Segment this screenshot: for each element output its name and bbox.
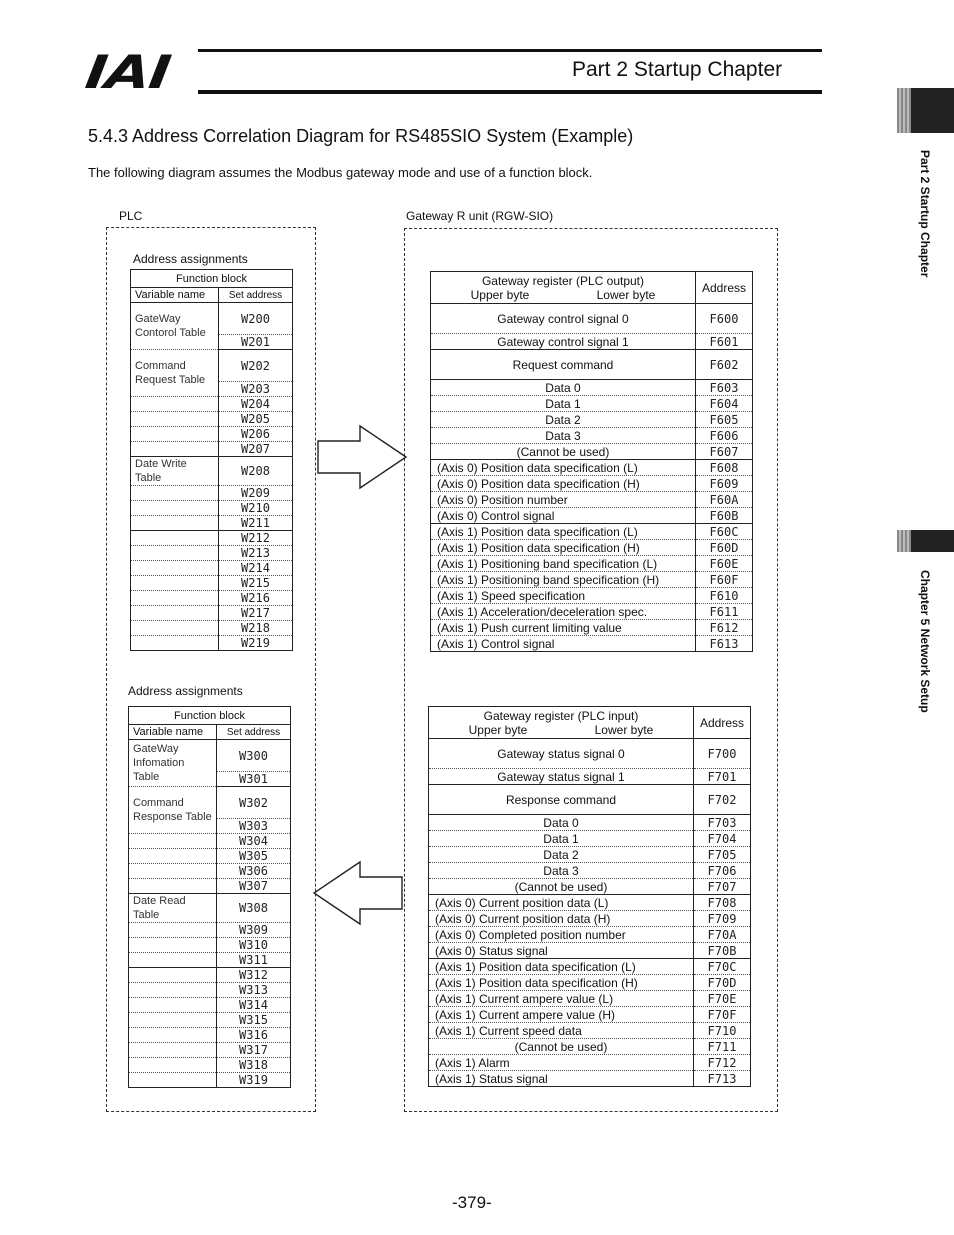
function-block-header: Function block <box>129 707 291 725</box>
register-address-cell: F703 <box>693 815 750 831</box>
register-name-cell: Data 1 <box>431 396 696 412</box>
function-block-header: Function block <box>131 270 293 288</box>
register-address-cell: F601 <box>695 334 752 350</box>
variable-name-cell: GateWay Infomation Table <box>129 740 217 787</box>
plc-input-table <box>128 706 291 1088</box>
register-name-cell: Request command <box>431 350 696 380</box>
set-address-cell: W318 <box>217 1058 291 1073</box>
set-address-cell: W312 <box>217 968 291 983</box>
variable-name-cell: Date Read Table <box>129 894 217 923</box>
register-name-cell: (Cannot be used) <box>429 879 694 895</box>
set-address-header: Set address <box>219 288 293 303</box>
set-address-cell: W302 <box>217 787 291 819</box>
header-rule-top <box>198 49 822 52</box>
address-assignments-label-2: Address assignments <box>128 684 243 698</box>
register-name-cell: (Cannot be used) <box>429 1039 694 1055</box>
register-name-cell: Data 2 <box>429 847 694 863</box>
register-name-cell: (Axis 1) Current ampere value (L) <box>429 991 694 1007</box>
set-address-cell: W211 <box>219 516 293 531</box>
register-name-cell: (Axis 1) Position data specification (H) <box>431 540 696 556</box>
register-address-cell: F713 <box>693 1071 750 1087</box>
register-name-cell: (Cannot be used) <box>431 444 696 460</box>
register-name-cell: Data 3 <box>431 428 696 444</box>
register-name-cell: Gateway control signal 0 <box>431 304 696 334</box>
variable-name-cell: GateWay Contorol Table <box>131 303 219 350</box>
register-address-cell: F706 <box>693 863 750 879</box>
set-address-cell: W305 <box>217 849 291 864</box>
arrow-left-icon <box>310 860 404 926</box>
plc-label: PLC <box>119 209 143 223</box>
register-address-cell: F707 <box>693 879 750 895</box>
register-address-cell: F702 <box>693 785 750 815</box>
register-address-cell: F70D <box>693 975 750 991</box>
address-header: Address <box>695 272 752 304</box>
register-address-cell: F60F <box>695 572 752 588</box>
register-address-cell: F609 <box>695 476 752 492</box>
set-address-cell: W214 <box>219 561 293 576</box>
register-name-cell: (Axis 0) Completed position number <box>429 927 694 943</box>
set-address-cell: W219 <box>219 636 293 651</box>
register-name-cell: (Axis 0) Current position data (L) <box>429 895 694 911</box>
arrow-right-icon <box>316 424 410 490</box>
register-name-cell: (Axis 1) Position data specification (L) <box>431 524 696 540</box>
header-rule-bottom <box>198 90 822 94</box>
set-address-cell: W217 <box>219 606 293 621</box>
set-address-cell: W201 <box>219 335 293 350</box>
register-address-cell: F608 <box>695 460 752 476</box>
register-address-cell: F70F <box>693 1007 750 1023</box>
register-address-cell: F705 <box>693 847 750 863</box>
set-address-cell: W210 <box>219 501 293 516</box>
register-address-cell: F611 <box>695 604 752 620</box>
set-address-cell: W202 <box>219 350 293 382</box>
register-name-cell: Gateway status signal 1 <box>429 769 694 785</box>
register-address-cell: F612 <box>695 620 752 636</box>
register-name-cell: Gateway control signal 1 <box>431 334 696 350</box>
set-address-cell: W213 <box>219 546 293 561</box>
variable-name-header: Variable name <box>131 288 219 303</box>
gateway-register-output-header: Gateway register (PLC output) <box>481 273 645 288</box>
register-name-cell: (Axis 1) Position data specification (H) <box>429 975 694 991</box>
register-address-cell: F700 <box>693 739 750 769</box>
register-name-cell: (Axis 1) Positioning band specification (H) <box>431 572 696 588</box>
side-tab-label-2: Chapter 5 Network Setup <box>918 570 932 713</box>
set-address-cell: W319 <box>217 1073 291 1088</box>
gateway-unit-label: Gateway R unit (RGW-SIO) <box>406 209 554 223</box>
register-name-cell: (Axis 0) Position number <box>431 492 696 508</box>
register-address-cell: F711 <box>693 1039 750 1055</box>
register-address-cell: F60B <box>695 508 752 524</box>
variable-name-cell: Command Request Table <box>131 350 219 397</box>
register-name-cell: (Axis 0) Position data specification (H) <box>431 476 696 492</box>
set-address-cell: W206 <box>219 427 293 442</box>
set-address-cell: W308 <box>217 894 291 923</box>
address-assignments-label-1: Address assignments <box>133 252 248 266</box>
set-address-cell: W314 <box>217 998 291 1013</box>
register-address-cell: F712 <box>693 1055 750 1071</box>
register-name-cell: (Axis 0) Status signal <box>429 943 694 959</box>
register-address-cell: F70C <box>693 959 750 975</box>
set-address-cell: W203 <box>219 382 293 397</box>
register-address-cell: F603 <box>695 380 752 396</box>
register-name-cell: Response command <box>429 785 694 815</box>
address-header: Address <box>693 707 750 739</box>
register-address-cell: F710 <box>693 1023 750 1039</box>
gateway-input-table <box>428 706 751 1087</box>
set-address-cell: W316 <box>217 1028 291 1043</box>
side-tab-label-1: Part 2 Startup Chapter <box>918 150 932 278</box>
header-title: Part 2 Startup Chapter <box>572 58 783 81</box>
upper-byte-label: Upper byte <box>470 287 530 302</box>
register-name-cell: (Axis 1) Current ampere value (H) <box>429 1007 694 1023</box>
register-address-cell: F606 <box>695 428 752 444</box>
register-address-cell: F602 <box>695 350 752 380</box>
register-name-cell: Data 1 <box>429 831 694 847</box>
register-address-cell: F613 <box>695 636 752 652</box>
set-address-cell: W218 <box>219 621 293 636</box>
register-name-cell: (Axis 1) Current speed data <box>429 1023 694 1039</box>
register-address-cell: F60E <box>695 556 752 572</box>
register-address-cell: F70E <box>693 991 750 1007</box>
set-address-cell: W304 <box>217 834 291 849</box>
register-address-cell: F708 <box>693 895 750 911</box>
register-name-cell: Data 0 <box>429 815 694 831</box>
gateway-output-table <box>430 271 753 652</box>
register-name-cell: Data 2 <box>431 412 696 428</box>
set-address-cell: W209 <box>219 486 293 501</box>
set-address-cell: W200 <box>219 303 293 335</box>
iai-logo: IAI <box>82 45 174 99</box>
register-address-cell: F60C <box>695 524 752 540</box>
register-name-cell: Data 3 <box>429 863 694 879</box>
set-address-cell: W303 <box>217 819 291 834</box>
side-tab-marker-1 <box>897 88 954 133</box>
plc-output-table <box>130 269 293 651</box>
side-tab-marker-2 <box>897 530 954 552</box>
gateway-register-input-header: Gateway register (PLC input) <box>483 708 639 723</box>
set-address-header: Set address <box>217 725 291 740</box>
set-address-cell: W300 <box>217 740 291 772</box>
variable-name-cell: Command Response Table <box>129 787 217 834</box>
set-address-cell: W204 <box>219 397 293 412</box>
register-name-cell: (Axis 1) Acceleration/deceleration spec. <box>431 604 696 620</box>
section-title: 5.4.3 Address Correlation Diagram for RS485SIO System (Example) <box>88 126 634 146</box>
set-address-cell: W311 <box>217 953 291 968</box>
set-address-cell: W317 <box>217 1043 291 1058</box>
register-address-cell: F709 <box>693 911 750 927</box>
set-address-cell: W307 <box>217 879 291 894</box>
set-address-cell: W301 <box>217 772 291 787</box>
set-address-cell: W309 <box>217 923 291 938</box>
register-name-cell: (Axis 1) Alarm <box>429 1055 694 1071</box>
register-name-cell: (Axis 0) Current position data (H) <box>429 911 694 927</box>
set-address-cell: W306 <box>217 864 291 879</box>
register-address-cell: F60D <box>695 540 752 556</box>
variable-name-cell: Date Write Table <box>131 457 219 486</box>
set-address-cell: W216 <box>219 591 293 606</box>
register-name-cell: (Axis 1) Status signal <box>429 1071 694 1087</box>
register-name-cell: (Axis 0) Position data specification (L) <box>431 460 696 476</box>
set-address-cell: W310 <box>217 938 291 953</box>
register-name-cell: (Axis 1) Speed specification <box>431 588 696 604</box>
set-address-cell: W215 <box>219 576 293 591</box>
register-address-cell: F610 <box>695 588 752 604</box>
page-number: -379- <box>452 1193 492 1212</box>
set-address-cell: W212 <box>219 531 293 546</box>
register-address-cell: F604 <box>695 396 752 412</box>
register-address-cell: F607 <box>695 444 752 460</box>
register-name-cell: (Axis 1) Positioning band specification (L) <box>431 556 696 572</box>
register-name-cell: Gateway status signal 0 <box>429 739 694 769</box>
register-name-cell: (Axis 1) Push current limiting value <box>431 620 696 636</box>
register-address-cell: F600 <box>695 304 752 334</box>
register-name-cell: Data 0 <box>431 380 696 396</box>
variable-name-header: Variable name <box>129 725 217 740</box>
register-address-cell: F60A <box>695 492 752 508</box>
lower-byte-label: Lower byte <box>594 722 654 737</box>
set-address-cell: W205 <box>219 412 293 427</box>
intro-text: The following diagram assumes the Modbus gateway mode and use of a function block. <box>88 165 593 180</box>
set-address-cell: W315 <box>217 1013 291 1028</box>
register-name-cell: (Axis 1) Position data specification (L) <box>429 959 694 975</box>
register-address-cell: F701 <box>693 769 750 785</box>
set-address-cell: W313 <box>217 983 291 998</box>
register-name-cell: (Axis 0) Control signal <box>431 508 696 524</box>
register-address-cell: F70B <box>693 943 750 959</box>
register-name-cell: (Axis 1) Control signal <box>431 636 696 652</box>
set-address-cell: W207 <box>219 442 293 457</box>
upper-byte-label: Upper byte <box>468 722 528 737</box>
register-address-cell: F70A <box>693 927 750 943</box>
lower-byte-label: Lower byte <box>596 287 656 302</box>
register-address-cell: F704 <box>693 831 750 847</box>
register-address-cell: F605 <box>695 412 752 428</box>
set-address-cell: W208 <box>219 457 293 486</box>
